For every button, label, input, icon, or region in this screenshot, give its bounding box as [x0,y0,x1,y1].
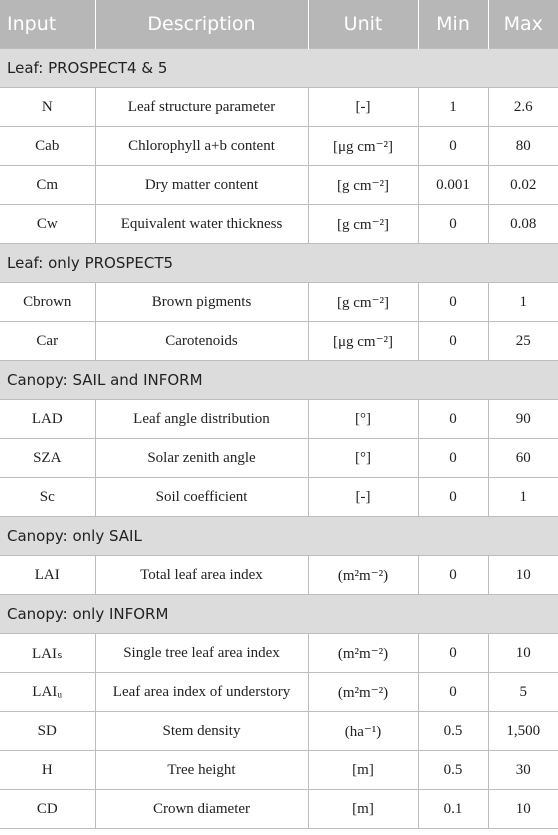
table-row [0,205,558,244]
cell-min: 0 [418,205,488,244]
table-row [0,712,558,751]
cell-description: Stem density [95,712,308,751]
cell-description: Leaf structure parameter [95,88,308,127]
table-row [0,400,558,439]
table-row [0,790,558,829]
cell-input: Cab [0,127,95,166]
cell-input: LAI [0,556,95,595]
cell-min: 0.5 [418,751,488,790]
cell-max: 10 [488,634,558,673]
cell-input: Cbrown [0,283,95,322]
cell-unit: [g cm⁻²] [308,283,418,322]
cell-unit: (ha⁻¹) [308,712,418,751]
cell-description: Carotenoids [95,322,308,361]
table-row [0,127,558,166]
cell-unit: [μg cm⁻²] [308,127,418,166]
cell-description: Leaf area index of understory [95,673,308,712]
section-title: Canopy: SAIL and INFORM [0,361,558,400]
cell-min: 1 [418,88,488,127]
cell-unit: [g cm⁻²] [308,205,418,244]
section-title: Leaf: PROSPECT4 & 5 [0,49,558,88]
cell-unit: (m²m⁻²) [308,556,418,595]
cell-description: Tree height [95,751,308,790]
table-row [0,322,558,361]
table-row [0,556,558,595]
cell-unit: (m²m⁻²) [308,673,418,712]
section-header-row [0,244,558,283]
header-min: Min [418,0,488,49]
cell-unit: [g cm⁻²] [308,166,418,205]
section-title: Leaf: only PROSPECT5 [0,244,558,283]
cell-description: Crown diameter [95,790,308,829]
cell-input: Car [0,322,95,361]
table-row [0,439,558,478]
section-header-row [0,595,558,634]
cell-input: Cm [0,166,95,205]
cell-input: LAIᵤ [0,673,95,712]
cell-input: Cw [0,205,95,244]
cell-max: 2.6 [488,88,558,127]
section-header-row [0,517,558,556]
cell-unit: [°] [308,439,418,478]
cell-min: 0 [418,400,488,439]
header-unit: Unit [308,0,418,49]
cell-max: 30 [488,751,558,790]
header-row [0,0,558,49]
header-description: Description [95,0,308,49]
cell-description: Chlorophyll a+b content [95,127,308,166]
cell-min: 0 [418,127,488,166]
table-row [0,283,558,322]
cell-input: LAIₛ [0,634,95,673]
section-header-row [0,49,558,88]
cell-input: LAD [0,400,95,439]
cell-min: 0 [418,283,488,322]
cell-description: Total leaf area index [95,556,308,595]
cell-input: Sc [0,478,95,517]
cell-unit: [°] [308,400,418,439]
cell-max: 10 [488,556,558,595]
cell-max: 90 [488,400,558,439]
table-row [0,673,558,712]
header-max: Max [488,0,558,49]
cell-description: Brown pigments [95,283,308,322]
cell-unit: [m] [308,790,418,829]
table-row [0,166,558,205]
cell-max: 60 [488,439,558,478]
cell-max: 0.02 [488,166,558,205]
cell-max: 25 [488,322,558,361]
cell-min: 0.5 [418,712,488,751]
cell-max: 1 [488,478,558,517]
cell-min: 0 [418,478,488,517]
cell-max: 1,500 [488,712,558,751]
cell-description: Solar zenith angle [95,439,308,478]
cell-unit: [μg cm⁻²] [308,322,418,361]
cell-description: Equivalent water thickness [95,205,308,244]
table-row [0,478,558,517]
cell-max: 10 [488,790,558,829]
cell-min: 0.1 [418,790,488,829]
cell-unit: (m²m⁻²) [308,634,418,673]
cell-min: 0 [418,634,488,673]
cell-min: 0 [418,439,488,478]
cell-max: 1 [488,283,558,322]
cell-min: 0 [418,556,488,595]
table-body [0,49,558,829]
cell-input: SZA [0,439,95,478]
cell-input: N [0,88,95,127]
section-title: Canopy: only SAIL [0,517,558,556]
cell-max: 80 [488,127,558,166]
section-header-row [0,361,558,400]
table-row [0,751,558,790]
cell-description: Leaf angle distribution [95,400,308,439]
cell-max: 0.08 [488,205,558,244]
header-input: Input [0,0,95,49]
cell-unit: [-] [308,88,418,127]
cell-unit: [-] [308,478,418,517]
cell-description: Soil coefficient [95,478,308,517]
section-title: Canopy: only INFORM [0,595,558,634]
table-row [0,88,558,127]
cell-description: Single tree leaf area index [95,634,308,673]
cell-min: 0.001 [418,166,488,205]
cell-description: Dry matter content [95,166,308,205]
cell-input: H [0,751,95,790]
cell-max: 5 [488,673,558,712]
cell-input: SD [0,712,95,751]
cell-input: CD [0,790,95,829]
cell-min: 0 [418,322,488,361]
table-row [0,634,558,673]
cell-unit: [m] [308,751,418,790]
cell-min: 0 [418,673,488,712]
